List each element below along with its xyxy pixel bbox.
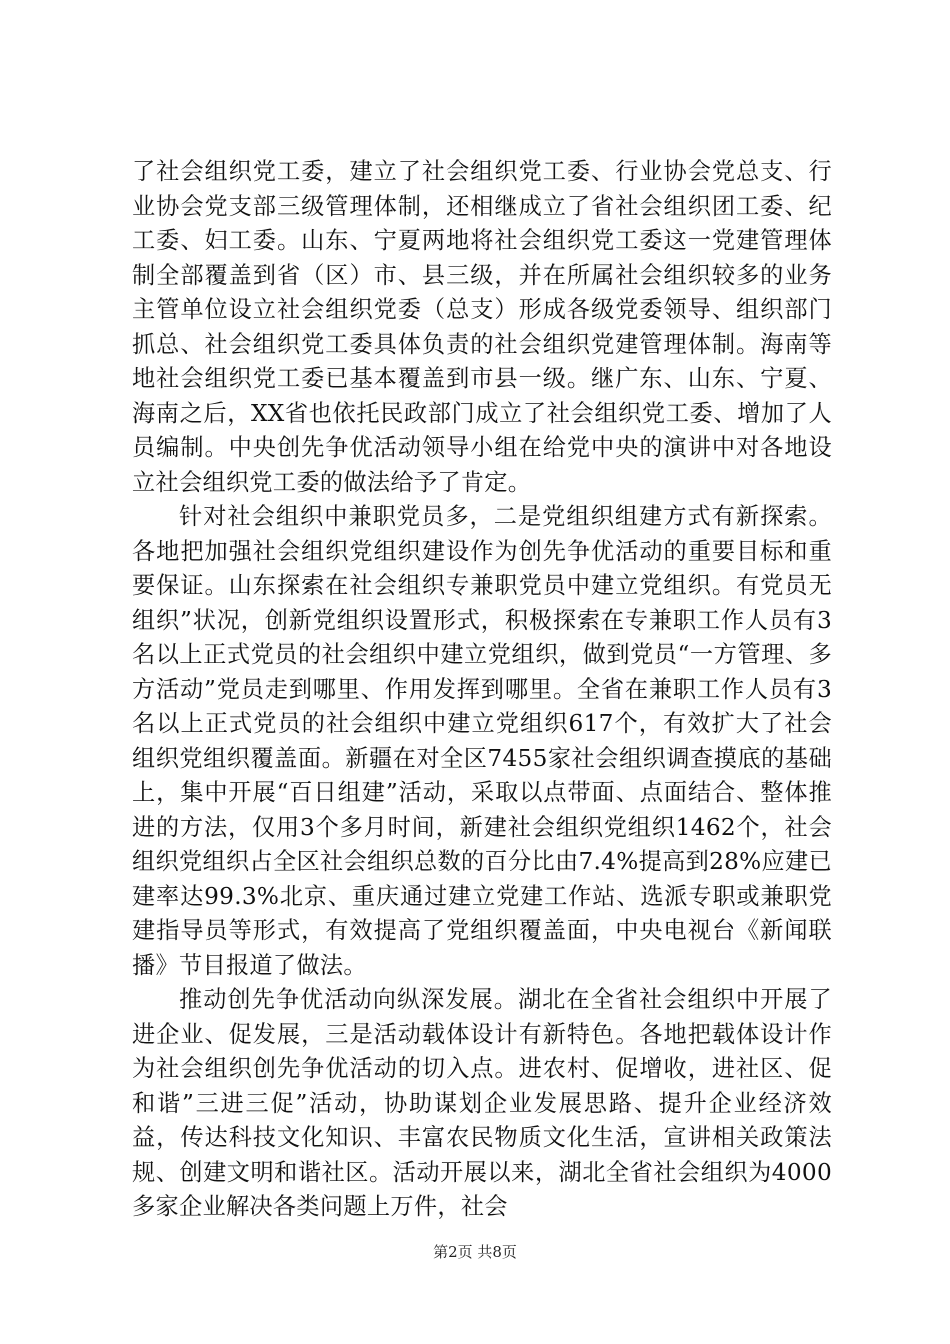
paragraph-party-organization: 针对社会组织中兼职党员多，二是党组织组建方式有新探索。各地把加强社会组织党组织建设作为创先争优活动的重要目标和重要保证。山东探索在社会组织专兼职党员中建立党组织。有党员无组织”状况，创新党组织设置形式，积极探索在专兼职工作人员有3名以上正式党员的社会组织中建立党组织，做到党员“一方管理、多方活动”党员走到哪里、作用发挥到哪里。全省在兼职工作人员有3名以上正式党员的社会组织中建立党组织617个，有效扩大了社会组织党组织覆盖面。新疆在对全区7455家社会组织调查摸底的基础上，集中开展“百日组建”活动，采取以点带面、点面结合、整体推进的方法，仅用3个多月时间，新建社会组织党组织1462个，社会组织党组织占全区社会组织总数的百分比由7.4%提高到28%应建已建率达99.3%北京、重庆通过建立党建工作站、选派专职或兼职党建指导员等形式，有效提高了党组织覆盖面，中央电视台《新闻联播》节目报道了做法。: [132, 503, 832, 979]
paragraph-continuation: 了社会组织党工委，建立了社会组织党工委、行业协会党总支、行业协会党支部三级管理体制，还相继成立了省社会组织团工委、纪工委、妇工委。山东、宁夏两地将社会组织党工委这一党建管理体制全部覆盖到省（区）市、县三级，并在所属社会组织较多的业务主管单位设立社会组织党委（总支）形成各级党委领导、组织部门抓总、社会组织党工委具体负责的社会组织党建管理体制。海南等地社会组织党工委已基本覆盖到市县一级。继广东、山东、宁夏、海南之后，XX省也依托民政部门成立了社会组织党工委、增加了人员编制。中央创先争优活动领导小组在给党中央的演讲中对各地设立社会组织党工委的做法给予了肯定。: [132, 158, 832, 496]
page-number-footer: 第2页 共8页: [433, 1243, 517, 1261]
document-body: [132, 155, 832, 1225]
paragraph-activity-carrier: 推动创先争优活动向纵深发展。湖北在全省社会组织中开展了进企业、促发展，三是活动载体设计有新特色。各地把载体设计作为社会组织创先争优活动的切入点。进农村、促增收，进社区、促和谐”三进三促”活动，协助谋划企业发展思路、提升企业经济效益，传达科技文化知识、丰富农民物质文化生活，宣讲相关政策法规、创建文明和谐社区。活动开展以来，湖北全省社会组织为4000多家企业解决各类问题上万件，社会: [132, 986, 832, 1220]
